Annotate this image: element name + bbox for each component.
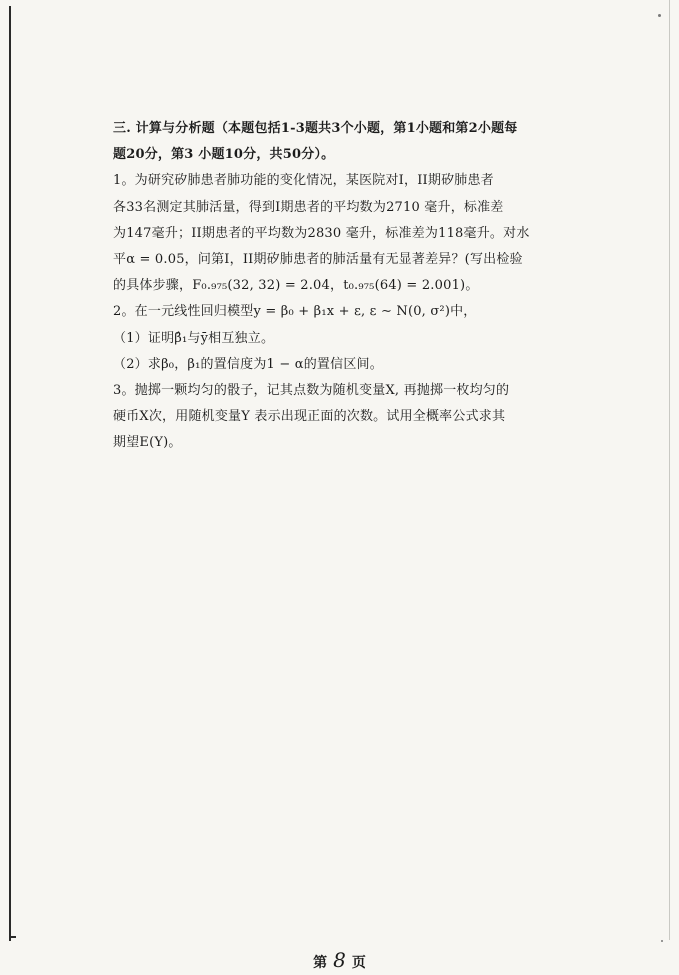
question-2 (113, 299, 613, 378)
section-heading-line-2: 题20分，第3 小题10分，共50分）。 (113, 147, 335, 163)
question-1-line-3: 为147毫升；II期患者的平均数为2830 毫升，标准差为118毫升。对水 (113, 225, 530, 241)
question-3 (113, 378, 613, 457)
section-heading-line-1: 三. 计算与分析题（本题包括1-3题共3个小题，第1小题和第2小题每 (113, 121, 518, 136)
page-number: 8 (333, 948, 346, 972)
question-1-line-1: 1。为研究矽肺患者肺功能的变化情况，某医院对I，II期矽肺患者 (113, 173, 494, 189)
page-number-prefix: 第 (313, 955, 328, 971)
question-1 (113, 168, 613, 299)
question-2-part-1: （1）证明β̂₁与ȳ相互独立。 (113, 330, 275, 346)
scan-speck (661, 940, 663, 942)
question-2-line-1: 2。在一元线性回归模型y = β₀ + β₁x + ε, ε ∼ N(0, σ²)中， (113, 304, 477, 320)
page-number-suffix: 页 (351, 955, 366, 971)
right-edge-line (669, 0, 670, 940)
question-3-line-2: 硬币X次，用随机变量Y 表示出现正面的次数。试用全概率公式求其 (113, 409, 506, 425)
scan-speck (658, 14, 661, 17)
question-3-line-1: 3。抛掷一颗均匀的骰子，记其点数为随机变量X, 再抛掷一枚均匀的 (113, 383, 510, 399)
question-1-line-5: 的具体步骤，F₀.₉₇₅(32, 32) = 2.04，t₀.₉₇₅(64) = 2.001)。 (113, 278, 479, 294)
question-1-line-4: 平α = 0.05，问第I，II期矽肺患者的肺活量有无显著差异？(写出检验 (113, 252, 523, 268)
page-footer (0, 948, 679, 972)
exam-content (113, 116, 613, 457)
question-1-line-2: 各33名测定其肺活量，得到I期患者的平均数为2710 毫升，标准差 (113, 199, 504, 215)
question-3-line-3: 期望E(Y)。 (113, 435, 182, 451)
left-margin-rule-end (9, 936, 16, 938)
left-margin-rule (9, 6, 11, 941)
question-2-part-2: （2）求β₀，β₁的置信度为1 − α的置信区间。 (113, 356, 383, 372)
